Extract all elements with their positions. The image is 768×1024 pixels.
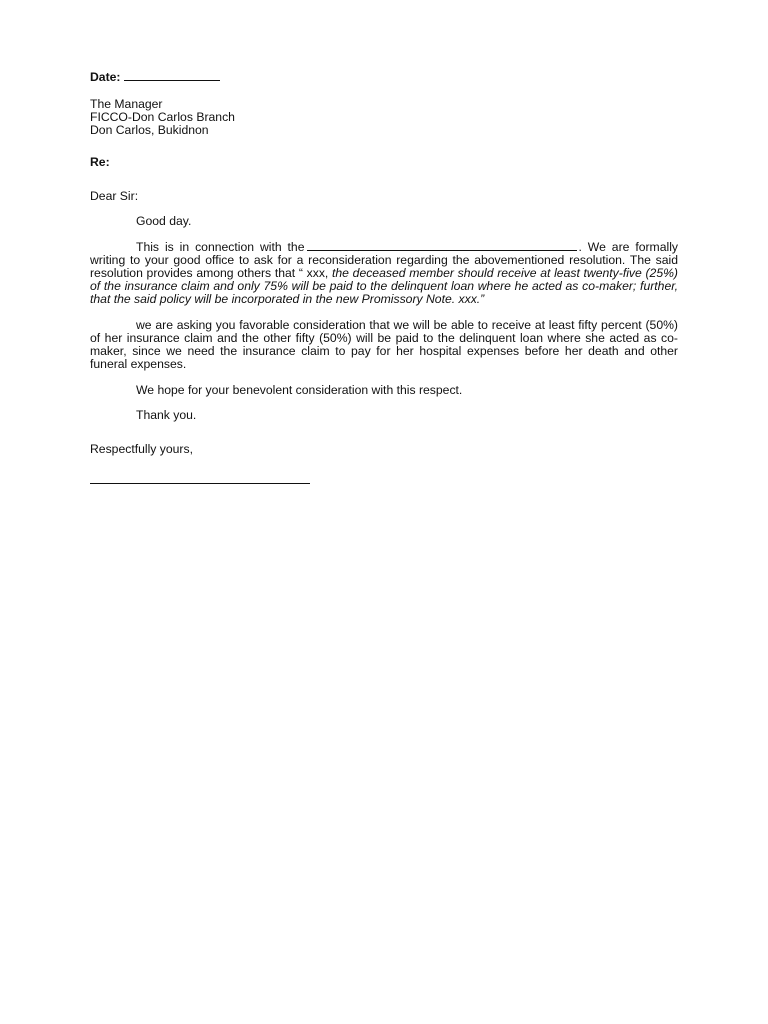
recipient-address <box>90 98 678 137</box>
re-line: Re: <box>90 155 110 169</box>
connection-paragraph <box>90 240 678 306</box>
recipient-location: Don Carlos, Bukidnon <box>90 123 209 137</box>
subject-blank-line <box>307 240 577 251</box>
date-line <box>90 70 678 84</box>
date-blank-line <box>124 70 220 81</box>
recipient-title: The Manager <box>90 97 163 111</box>
letter-body <box>90 70 678 487</box>
signature-blank-line <box>90 473 310 484</box>
resolution-quote: the deceased member should receive at least twenty-five (25%) of the insurance claim and only 75% will be paid to the delinquent loan where he acted as co-maker; further, that the said policy will be incorporated in the new Promissory Note. xxx.” <box>90 266 678 306</box>
connection-lead-text: This is in connection with the <box>136 240 305 254</box>
date-label: Date: <box>90 70 121 84</box>
hope-paragraph: We hope for your benevolent consideration with this respect. <box>136 383 463 397</box>
request-paragraph: we are asking you favorable consideration that we will be able to receive at least fifty percent (50%) of her insurance claim and the other fifty (50%) will be paid to the delinquent loan where she acted as co-maker, since we need the insurance claim to pay for her hospital expenses before her death and other funeral expenses. <box>90 318 678 371</box>
signature-line <box>90 473 678 487</box>
connection-body-text: . We are formally writing to your good office to ask for a reconsideration regarding the abovementioned resolution. The said resolution provides among others that “ xxx, <box>90 240 678 280</box>
thanks-paragraph: Thank you. <box>136 408 197 422</box>
recipient-branch: FICCO-Don Carlos Branch <box>90 110 235 124</box>
salutation: Dear Sir: <box>90 189 139 203</box>
greeting-paragraph: Good day. <box>136 214 192 228</box>
closing-line: Respectfully yours, <box>90 442 193 456</box>
